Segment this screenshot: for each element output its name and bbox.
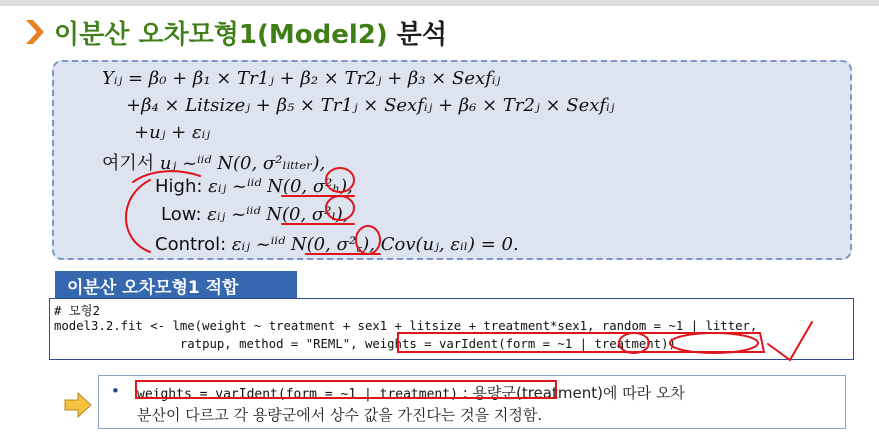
title-korean-prefix: 이분산 오차모형: [54, 19, 239, 50]
note-box: [98, 375, 846, 429]
code-comment: # 모형2: [54, 304, 100, 318]
variance-control-expr: εᵢⱼ ~ⁱⁱᵈ N(0, σ²꜀), Cov(uⱼ, εᵢₗ) = 0.: [231, 234, 519, 255]
note-line-2: 분산이 다르고 각 용량군에서 상수 값을 가진다는 것을 지정함.: [137, 406, 543, 424]
model-equation-box: [52, 60, 852, 260]
equation-line-1: Yᵢⱼ = β₀ + β₁ × Tr1ⱼ + β₂ × Tr2ⱼ + β₃ × Sexfᵢⱼ: [102, 68, 501, 89]
note-line-1: [137, 382, 685, 403]
top-bar: [0, 0, 879, 6]
variance-control-label: Control:: [155, 234, 227, 255]
where-expr: uⱼ ~ⁱⁱᵈ N(0, σ²ₗᵢₜₜₑᵣ),: [159, 153, 326, 174]
note-line-1-text: : 용량군(treatment)에 따라 오차: [462, 384, 685, 402]
page-title: [24, 14, 447, 50]
chevron-right-icon: [24, 17, 46, 47]
title-model: 1(Model2): [238, 19, 388, 50]
variance-low-label: Low:: [161, 204, 202, 225]
equation-line-2: +β₄ × Litsizeⱼ + β₅ × Tr1ⱼ × Sexfᵢⱼ + β₆ × Tr2ⱼ × Sexfᵢⱼ: [126, 95, 615, 116]
code-line-2: ratpup, method = "REML", weights = varIdent(form = ~1 | treatment)): [54, 337, 676, 351]
equation-line-3: +uⱼ + εᵢⱼ: [134, 122, 210, 143]
variance-high-expr: εᵢⱼ ~ⁱⁱᵈ N(0, σ²ₕ),: [208, 176, 353, 197]
title-text: [54, 14, 447, 51]
where-prefix: 여기서: [102, 153, 155, 174]
bullet-dot: •: [111, 382, 120, 400]
section-tab-heteroscedastic-fit: 이분산 오차모형1 적합: [55, 271, 297, 299]
note-code: weights = varIdent(form = ~1 | treatment): [137, 387, 458, 402]
code-line-1: model3.2.fit <- lme(weight ~ treatment + sex1 + litsize + treatment*sex1, random = ~1 | litter,: [54, 319, 758, 333]
title-korean-suffix: 분석: [396, 19, 448, 50]
variance-high-label: High:: [155, 176, 203, 197]
where-line: [102, 149, 325, 175]
variance-low: [161, 204, 349, 225]
arrow-right-icon: [64, 392, 92, 418]
code-block: [49, 298, 854, 360]
variance-control: [155, 232, 519, 256]
variance-low-expr: εᵢⱼ ~ⁱⁱᵈ N(0, σ²ₗ),: [207, 204, 349, 225]
variance-high: [155, 176, 353, 197]
